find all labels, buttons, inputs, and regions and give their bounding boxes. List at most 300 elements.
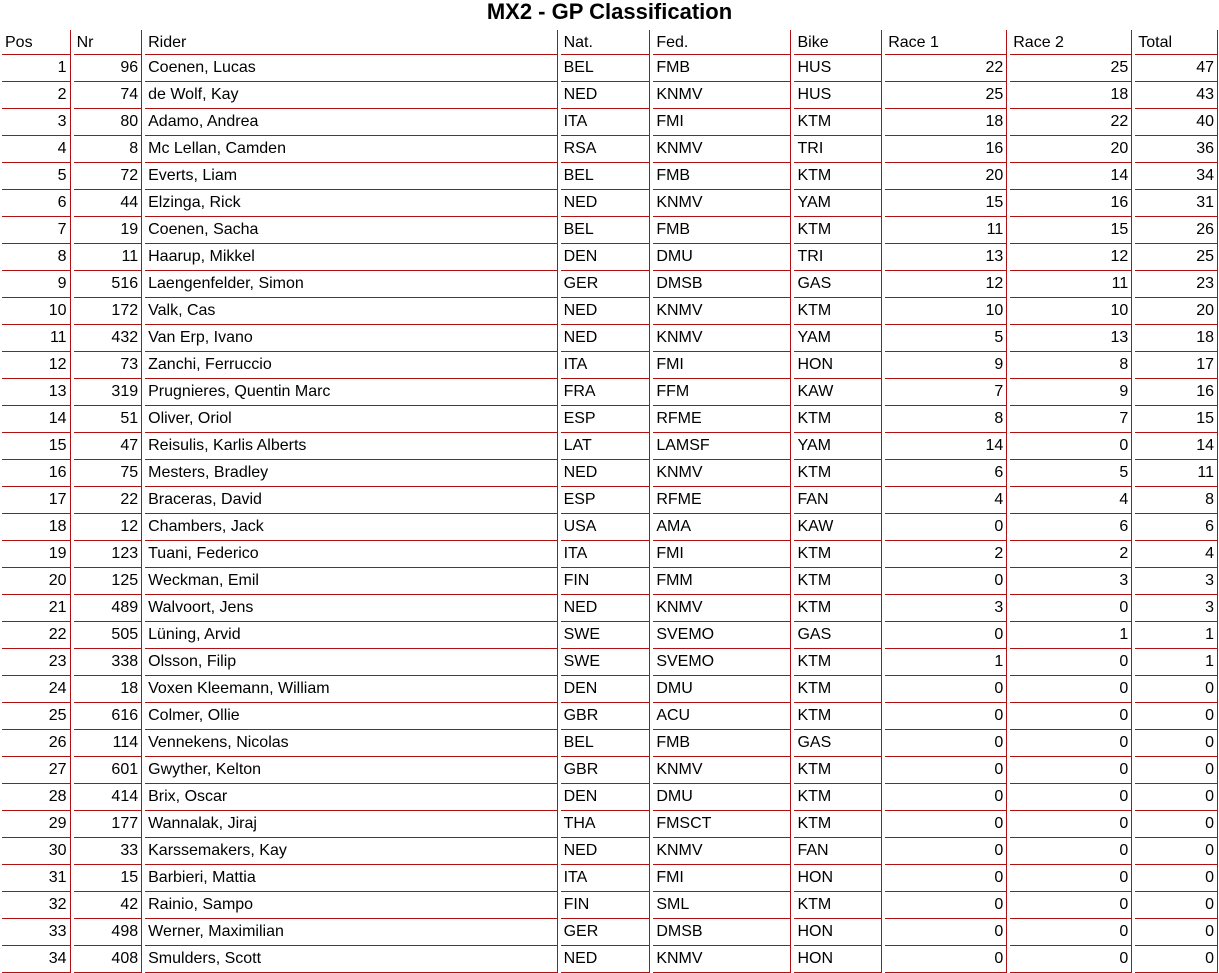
cell-rider: Braceras, David <box>145 487 557 514</box>
cell-total: 0 <box>1135 676 1218 703</box>
cell-race-1: 4 <box>885 487 1007 514</box>
cell-rider: Brix, Oscar <box>145 784 557 811</box>
cell-race-2: 0 <box>1010 811 1132 838</box>
cell-bike: KTM <box>794 757 882 784</box>
cell-nr: 114 <box>74 730 143 757</box>
cell-fed: AMA <box>653 514 791 541</box>
cell-total: 0 <box>1135 757 1218 784</box>
cell-pos: 9 <box>2 271 71 298</box>
cell-pos: 5 <box>2 163 71 190</box>
header-race-1: Race 1 <box>885 30 1007 55</box>
cell-nat: ESP <box>561 487 651 514</box>
cell-rider: Zanchi, Ferruccio <box>145 352 557 379</box>
cell-pos: 6 <box>2 190 71 217</box>
cell-race-2: 13 <box>1010 325 1132 352</box>
cell-bike: HON <box>794 352 882 379</box>
cell-total: 47 <box>1135 55 1218 82</box>
cell-pos: 22 <box>2 622 71 649</box>
cell-race-1: 0 <box>885 919 1007 946</box>
cell-race-2: 15 <box>1010 217 1132 244</box>
table-row <box>2 622 1218 649</box>
cell-race-1: 3 <box>885 595 1007 622</box>
cell-fed: FMB <box>653 163 791 190</box>
cell-total: 15 <box>1135 406 1218 433</box>
cell-nr: 51 <box>74 406 143 433</box>
cell-bike: TRI <box>794 244 882 271</box>
cell-race-2: 1 <box>1010 622 1132 649</box>
cell-race-2: 0 <box>1010 946 1132 973</box>
cell-race-2: 8 <box>1010 352 1132 379</box>
cell-pos: 12 <box>2 352 71 379</box>
table-row <box>2 244 1218 271</box>
cell-total: 18 <box>1135 325 1218 352</box>
cell-rider: Oliver, Oriol <box>145 406 557 433</box>
cell-total: 0 <box>1135 838 1218 865</box>
cell-race-2: 5 <box>1010 460 1132 487</box>
cell-fed: KNMV <box>653 82 791 109</box>
cell-nat: NED <box>561 460 651 487</box>
cell-rider: Walvoort, Jens <box>145 595 557 622</box>
cell-race-1: 0 <box>885 811 1007 838</box>
cell-rider: Mesters, Bradley <box>145 460 557 487</box>
cell-pos: 32 <box>2 892 71 919</box>
cell-total: 20 <box>1135 298 1218 325</box>
cell-nat: RSA <box>561 136 651 163</box>
cell-total: 34 <box>1135 163 1218 190</box>
table-row <box>2 514 1218 541</box>
cell-fed: SVEMO <box>653 649 791 676</box>
cell-fed: FMB <box>653 730 791 757</box>
cell-nat: GBR <box>561 703 651 730</box>
cell-race-1: 10 <box>885 298 1007 325</box>
cell-race-2: 25 <box>1010 55 1132 82</box>
table-row <box>2 568 1218 595</box>
cell-nr: 319 <box>74 379 143 406</box>
cell-race-1: 6 <box>885 460 1007 487</box>
cell-nr: 338 <box>74 649 143 676</box>
cell-fed: DMSB <box>653 919 791 946</box>
cell-nr: 72 <box>74 163 143 190</box>
cell-pos: 29 <box>2 811 71 838</box>
cell-total: 0 <box>1135 919 1218 946</box>
cell-total: 0 <box>1135 865 1218 892</box>
table-row <box>2 298 1218 325</box>
cell-pos: 14 <box>2 406 71 433</box>
cell-nat: GER <box>561 271 651 298</box>
cell-fed: FMB <box>653 55 791 82</box>
cell-bike: KTM <box>794 676 882 703</box>
table-row <box>2 865 1218 892</box>
cell-race-1: 15 <box>885 190 1007 217</box>
cell-rider: Tuani, Federico <box>145 541 557 568</box>
cell-race-1: 0 <box>885 784 1007 811</box>
cell-rider: Karssemakers, Kay <box>145 838 557 865</box>
table-row <box>2 136 1218 163</box>
table-row <box>2 811 1218 838</box>
cell-total: 6 <box>1135 514 1218 541</box>
cell-nr: 96 <box>74 55 143 82</box>
cell-rider: Weckman, Emil <box>145 568 557 595</box>
cell-fed: DMU <box>653 676 791 703</box>
cell-rider: Olsson, Filip <box>145 649 557 676</box>
cell-race-2: 4 <box>1010 487 1132 514</box>
cell-nr: 33 <box>74 838 143 865</box>
cell-bike: KTM <box>794 811 882 838</box>
cell-total: 0 <box>1135 784 1218 811</box>
cell-nr: 42 <box>74 892 143 919</box>
table-row <box>2 838 1218 865</box>
table-row <box>2 784 1218 811</box>
cell-race-2: 0 <box>1010 595 1132 622</box>
cell-nr: 432 <box>74 325 143 352</box>
cell-pos: 18 <box>2 514 71 541</box>
cell-nat: SWE <box>561 649 651 676</box>
cell-race-2: 0 <box>1010 676 1132 703</box>
cell-rider: Van Erp, Ivano <box>145 325 557 352</box>
cell-total: 0 <box>1135 811 1218 838</box>
cell-pos: 3 <box>2 109 71 136</box>
table-row <box>2 82 1218 109</box>
table-row <box>2 919 1218 946</box>
cell-fed: KNMV <box>653 757 791 784</box>
cell-bike: KTM <box>794 109 882 136</box>
cell-nat: THA <box>561 811 651 838</box>
cell-rider: Coenen, Lucas <box>145 55 557 82</box>
cell-bike: YAM <box>794 433 882 460</box>
cell-pos: 27 <box>2 757 71 784</box>
header-total: Total <box>1135 30 1218 55</box>
cell-nat: NED <box>561 595 651 622</box>
cell-race-1: 0 <box>885 892 1007 919</box>
cell-race-1: 5 <box>885 325 1007 352</box>
cell-nat: FIN <box>561 892 651 919</box>
header-bike: Bike <box>794 30 882 55</box>
table-row <box>2 217 1218 244</box>
cell-fed: KNMV <box>653 325 791 352</box>
cell-pos: 24 <box>2 676 71 703</box>
cell-nat: BEL <box>561 730 651 757</box>
cell-nr: 489 <box>74 595 143 622</box>
cell-fed: DMSB <box>653 271 791 298</box>
cell-nat: ITA <box>561 352 651 379</box>
cell-fed: FMI <box>653 109 791 136</box>
cell-total: 3 <box>1135 595 1218 622</box>
header-pos: Pos <box>2 30 71 55</box>
cell-bike: KTM <box>794 298 882 325</box>
cell-race-1: 0 <box>885 676 1007 703</box>
cell-pos: 19 <box>2 541 71 568</box>
cell-race-1: 18 <box>885 109 1007 136</box>
cell-nat: LAT <box>561 433 651 460</box>
cell-race-2: 0 <box>1010 703 1132 730</box>
cell-race-2: 6 <box>1010 514 1132 541</box>
cell-race-2: 22 <box>1010 109 1132 136</box>
cell-nat: NED <box>561 325 651 352</box>
cell-fed: RFME <box>653 406 791 433</box>
cell-nat: BEL <box>561 163 651 190</box>
cell-bike: KTM <box>794 703 882 730</box>
table-row <box>2 271 1218 298</box>
cell-race-2: 14 <box>1010 163 1132 190</box>
cell-total: 1 <box>1135 649 1218 676</box>
cell-nr: 44 <box>74 190 143 217</box>
table-row <box>2 595 1218 622</box>
cell-fed: DMU <box>653 244 791 271</box>
cell-fed: SML <box>653 892 791 919</box>
cell-race-2: 16 <box>1010 190 1132 217</box>
cell-nr: 177 <box>74 811 143 838</box>
cell-race-2: 0 <box>1010 730 1132 757</box>
cell-bike: GAS <box>794 730 882 757</box>
cell-nat: DEN <box>561 784 651 811</box>
cell-rider: Elzinga, Rick <box>145 190 557 217</box>
cell-nr: 73 <box>74 352 143 379</box>
cell-race-2: 2 <box>1010 541 1132 568</box>
cell-nr: 601 <box>74 757 143 784</box>
header-nat: Nat. <box>561 30 651 55</box>
cell-fed: FMI <box>653 541 791 568</box>
cell-total: 26 <box>1135 217 1218 244</box>
cell-race-1: 25 <box>885 82 1007 109</box>
cell-total: 1 <box>1135 622 1218 649</box>
cell-fed: ACU <box>653 703 791 730</box>
cell-race-1: 0 <box>885 514 1007 541</box>
cell-race-2: 12 <box>1010 244 1132 271</box>
cell-rider: Smulders, Scott <box>145 946 557 973</box>
table-row <box>2 325 1218 352</box>
cell-nat: NED <box>561 298 651 325</box>
cell-race-2: 0 <box>1010 838 1132 865</box>
cell-pos: 17 <box>2 487 71 514</box>
cell-race-1: 0 <box>885 730 1007 757</box>
cell-bike: KTM <box>794 892 882 919</box>
cell-rider: Barbieri, Mattia <box>145 865 557 892</box>
cell-fed: FMSCT <box>653 811 791 838</box>
cell-rider: Prugnieres, Quentin Marc <box>145 379 557 406</box>
cell-nr: 498 <box>74 919 143 946</box>
table-body <box>2 55 1218 973</box>
cell-nr: 616 <box>74 703 143 730</box>
cell-nr: 75 <box>74 460 143 487</box>
cell-total: 11 <box>1135 460 1218 487</box>
cell-rider: Lüning, Arvid <box>145 622 557 649</box>
cell-nr: 15 <box>74 865 143 892</box>
table-row <box>2 487 1218 514</box>
cell-bike: KTM <box>794 784 882 811</box>
table-row <box>2 757 1218 784</box>
cell-pos: 20 <box>2 568 71 595</box>
cell-bike: KAW <box>794 514 882 541</box>
cell-fed: RFME <box>653 487 791 514</box>
cell-bike: FAN <box>794 838 882 865</box>
cell-nat: BEL <box>561 55 651 82</box>
cell-fed: FMB <box>653 217 791 244</box>
cell-fed: FMI <box>653 865 791 892</box>
cell-race-2: 11 <box>1010 271 1132 298</box>
cell-nat: NED <box>561 946 651 973</box>
cell-pos: 15 <box>2 433 71 460</box>
cell-race-1: 0 <box>885 568 1007 595</box>
cell-bike: TRI <box>794 136 882 163</box>
cell-nr: 22 <box>74 487 143 514</box>
cell-nr: 516 <box>74 271 143 298</box>
cell-bike: HUS <box>794 82 882 109</box>
cell-fed: KNMV <box>653 595 791 622</box>
cell-race-1: 2 <box>885 541 1007 568</box>
cell-total: 16 <box>1135 379 1218 406</box>
cell-pos: 8 <box>2 244 71 271</box>
cell-bike: HON <box>794 919 882 946</box>
cell-total: 23 <box>1135 271 1218 298</box>
cell-bike: YAM <box>794 190 882 217</box>
cell-rider: Wannalak, Jiraj <box>145 811 557 838</box>
cell-nat: FRA <box>561 379 651 406</box>
table-row <box>2 730 1218 757</box>
cell-pos: 25 <box>2 703 71 730</box>
cell-nr: 11 <box>74 244 143 271</box>
cell-rider: Laengenfelder, Simon <box>145 271 557 298</box>
cell-rider: Chambers, Jack <box>145 514 557 541</box>
cell-race-1: 0 <box>885 703 1007 730</box>
header-race-2: Race 2 <box>1010 30 1132 55</box>
cell-race-1: 20 <box>885 163 1007 190</box>
cell-nat: BEL <box>561 217 651 244</box>
cell-nat: DEN <box>561 244 651 271</box>
table-row <box>2 541 1218 568</box>
cell-race-1: 9 <box>885 352 1007 379</box>
cell-fed: LAMSF <box>653 433 791 460</box>
table-row <box>2 946 1218 973</box>
cell-rider: Everts, Liam <box>145 163 557 190</box>
table-row <box>2 460 1218 487</box>
table-row <box>2 406 1218 433</box>
cell-nat: ITA <box>561 865 651 892</box>
cell-bike: KTM <box>794 649 882 676</box>
table-row <box>2 433 1218 460</box>
cell-nr: 80 <box>74 109 143 136</box>
table-row <box>2 703 1218 730</box>
cell-total: 40 <box>1135 109 1218 136</box>
cell-pos: 33 <box>2 919 71 946</box>
cell-bike: KTM <box>794 460 882 487</box>
cell-pos: 13 <box>2 379 71 406</box>
cell-nat: NED <box>561 82 651 109</box>
cell-race-1: 13 <box>885 244 1007 271</box>
cell-fed: FFM <box>653 379 791 406</box>
cell-race-2: 0 <box>1010 757 1132 784</box>
table-row <box>2 676 1218 703</box>
cell-total: 0 <box>1135 703 1218 730</box>
cell-nr: 172 <box>74 298 143 325</box>
header-nr: Nr <box>74 30 143 55</box>
cell-rider: Werner, Maximilian <box>145 919 557 946</box>
cell-total: 0 <box>1135 730 1218 757</box>
cell-race-2: 10 <box>1010 298 1132 325</box>
cell-total: 36 <box>1135 136 1218 163</box>
cell-rider: Vennekens, Nicolas <box>145 730 557 757</box>
cell-nr: 12 <box>74 514 143 541</box>
cell-race-1: 12 <box>885 271 1007 298</box>
cell-total: 0 <box>1135 892 1218 919</box>
cell-pos: 1 <box>2 55 71 82</box>
cell-race-1: 0 <box>885 757 1007 784</box>
cell-total: 25 <box>1135 244 1218 271</box>
cell-bike: GAS <box>794 271 882 298</box>
cell-total: 3 <box>1135 568 1218 595</box>
cell-race-1: 0 <box>885 622 1007 649</box>
cell-pos: 11 <box>2 325 71 352</box>
cell-fed: KNMV <box>653 838 791 865</box>
cell-nr: 8 <box>74 136 143 163</box>
cell-bike: KAW <box>794 379 882 406</box>
cell-nat: GBR <box>561 757 651 784</box>
cell-pos: 31 <box>2 865 71 892</box>
cell-nr: 18 <box>74 676 143 703</box>
cell-rider: de Wolf, Kay <box>145 82 557 109</box>
cell-nat: ITA <box>561 541 651 568</box>
cell-fed: KNMV <box>653 460 791 487</box>
cell-rider: Reisulis, Karlis Alberts <box>145 433 557 460</box>
cell-total: 31 <box>1135 190 1218 217</box>
cell-nr: 505 <box>74 622 143 649</box>
cell-bike: HUS <box>794 55 882 82</box>
table-row <box>2 109 1218 136</box>
cell-pos: 30 <box>2 838 71 865</box>
cell-nat: ITA <box>561 109 651 136</box>
cell-bike: HON <box>794 865 882 892</box>
cell-total: 17 <box>1135 352 1218 379</box>
cell-bike: KTM <box>794 541 882 568</box>
cell-nat: NED <box>561 838 651 865</box>
cell-fed: DMU <box>653 784 791 811</box>
cell-nr: 123 <box>74 541 143 568</box>
cell-nat: DEN <box>561 676 651 703</box>
cell-nr: 414 <box>74 784 143 811</box>
cell-race-1: 1 <box>885 649 1007 676</box>
cell-bike: KTM <box>794 568 882 595</box>
cell-fed: KNMV <box>653 946 791 973</box>
header-fed: Fed. <box>653 30 791 55</box>
table-row <box>2 190 1218 217</box>
cell-race-1: 0 <box>885 946 1007 973</box>
cell-nr: 74 <box>74 82 143 109</box>
cell-pos: 10 <box>2 298 71 325</box>
cell-nat: NED <box>561 190 651 217</box>
header-rider: Rider <box>145 30 557 55</box>
cell-bike: KTM <box>794 406 882 433</box>
cell-rider: Gwyther, Kelton <box>145 757 557 784</box>
table-row <box>2 163 1218 190</box>
cell-race-2: 0 <box>1010 649 1132 676</box>
cell-rider: Rainio, Sampo <box>145 892 557 919</box>
cell-race-2: 3 <box>1010 568 1132 595</box>
cell-race-2: 7 <box>1010 406 1132 433</box>
cell-race-1: 7 <box>885 379 1007 406</box>
cell-bike: GAS <box>794 622 882 649</box>
cell-total: 4 <box>1135 541 1218 568</box>
cell-nr: 408 <box>74 946 143 973</box>
cell-rider: Mc Lellan, Camden <box>145 136 557 163</box>
cell-nat: SWE <box>561 622 651 649</box>
cell-race-2: 20 <box>1010 136 1132 163</box>
cell-fed: FMI <box>653 352 791 379</box>
cell-bike: YAM <box>794 325 882 352</box>
cell-pos: 4 <box>2 136 71 163</box>
cell-rider: Valk, Cas <box>145 298 557 325</box>
cell-pos: 16 <box>2 460 71 487</box>
cell-race-1: 16 <box>885 136 1007 163</box>
cell-pos: 26 <box>2 730 71 757</box>
